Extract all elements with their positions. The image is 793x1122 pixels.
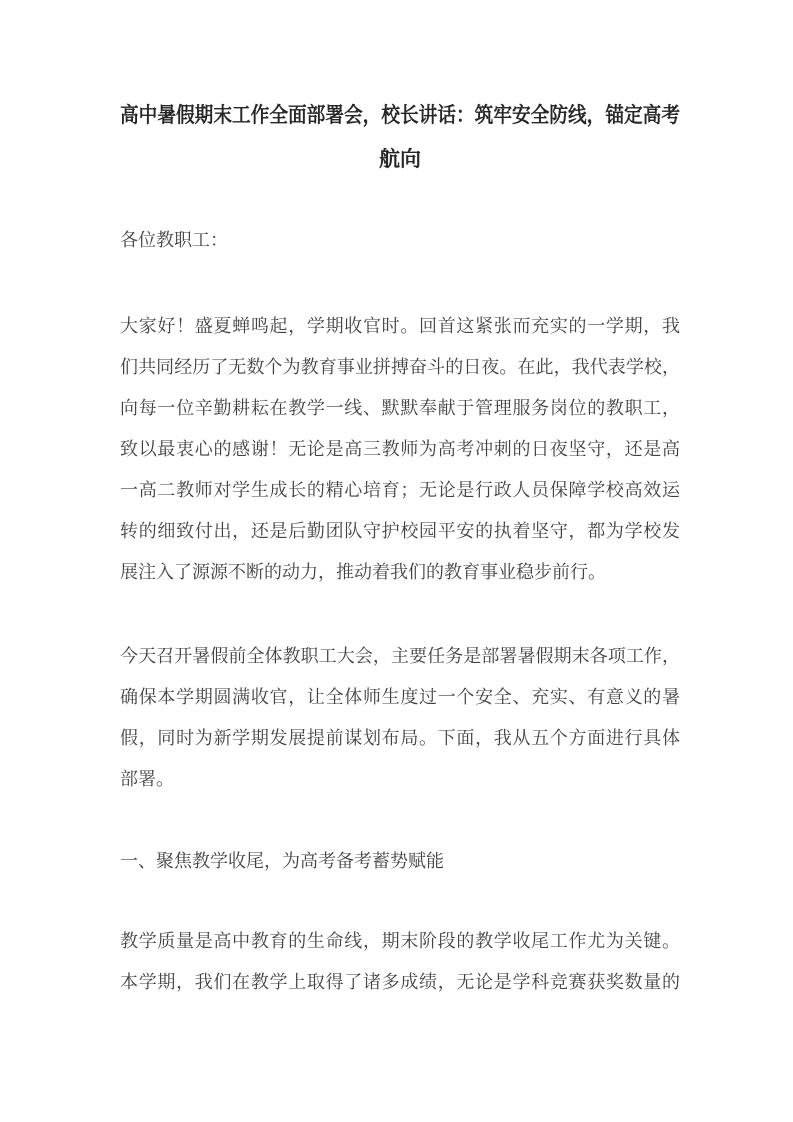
salutation [120,220,680,261]
body-line: 教学质量是高中教育的生命线，期末阶段的教学收尾工作尤为关键。 [120,931,680,951]
body-line-paragraph-end: 展注入了源源不断的动力，推动着我们的教育事业稳步前行。 [120,562,606,582]
doc-title-line-1: 高中暑假期末工作全面部署会，校长讲话：筑牢安全防线，锚定高考 [120,103,680,127]
section-heading-1 [120,841,680,882]
doc-title [120,93,680,181]
body-line: 确保本学期圆满收官，让全体师生度过一个安全、充实、有意义的暑 [120,687,680,707]
body-line-paragraph-end: 部署。 [120,769,174,789]
paragraph-meeting-purpose [120,636,680,800]
body-line: 转的细致付出，还是后勤团队守护校园平安的执着坚守，都为学校发 [120,521,680,541]
body-line: 大家好！盛夏蝉鸣起，学期收官时。回首这紧张而充实的一学期，我 [120,316,680,336]
doc-title-line-2: 航向 [379,147,421,171]
paragraph-teaching-quality [120,921,680,1003]
body-line: 今天召开暑假前全体教职工大会，主要任务是部署暑假期末各项工作， [120,646,680,666]
body-line: 假，同时为新学期发展提前谋划布局。下面，我从五个方面进行具体 [120,728,680,748]
body-line: 致以最衷心的感谢！无论是高三教师为高考冲刺的日夜坚守，还是高 [120,439,680,459]
section-heading-line: 一、聚焦教学收尾，为高考备考蓄势赋能 [120,851,444,871]
body-line: 一高二教师对学生成长的精心培育；无论是行政人员保障学校高效运 [120,480,680,500]
body-line: 本学期，我们在教学上取得了诸多成绩，无论是学科竞赛获奖数量的 [120,972,680,992]
body-line: 们共同经历了无数个为教育事业拼搏奋斗的日夜。在此，我代表学校， [120,357,680,377]
salutation-line: 各位教职工： [120,230,228,250]
body-line: 向每一位辛勤耕耘在教学一线、默默奉献于管理服务岗位的教职工， [120,398,680,418]
paragraph-opening-thanks [120,306,680,593]
